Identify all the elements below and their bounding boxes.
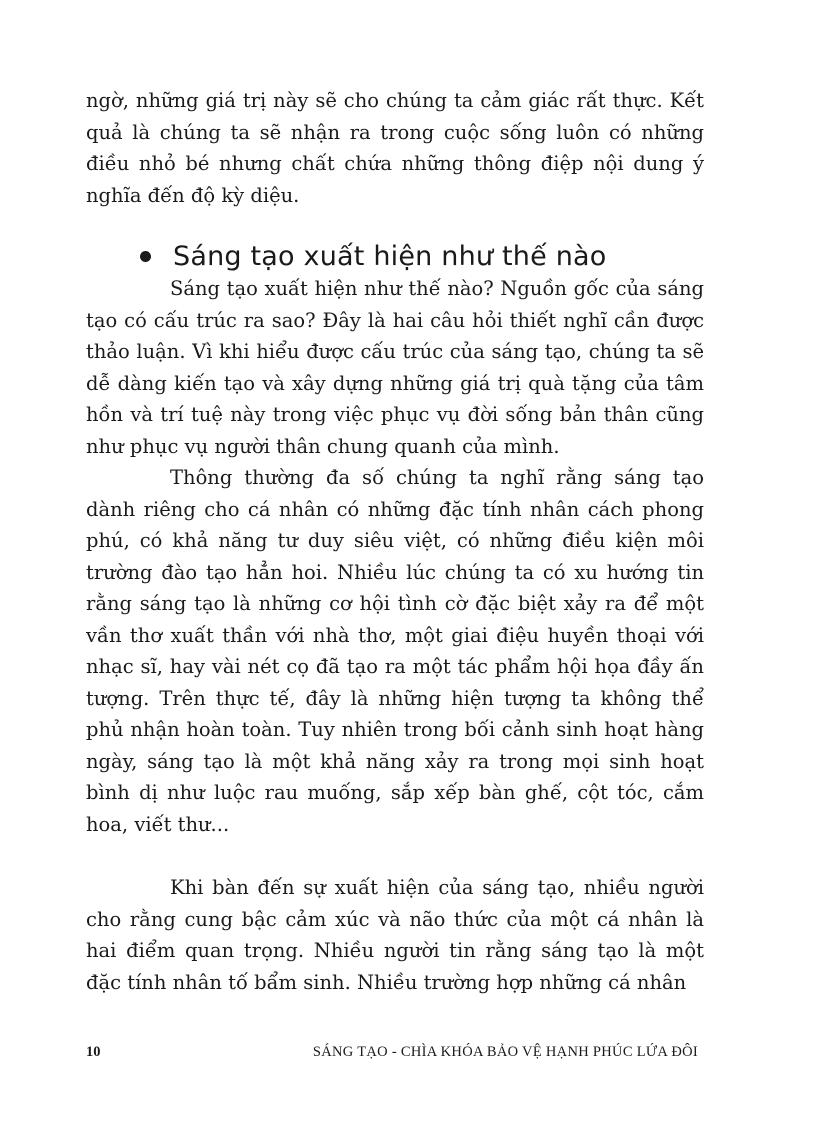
body-paragraph: Thông thường đa số chúng ta nghĩ rằng sáng tạo dành riêng cho cá nhân có những đặc tính nhân cách phong phú, có khả năng tư duy siêu việt, có những điều kiện môi trường đào tạo hẳn hoi. Nhiều lúc chúng ta có xu hướng tin rằng sáng tạo là những cơ hội tình cờ đặc biệt xảy ra để một vần thơ xuất thần với nhà thơ, một giai điệu huyền thoại với nhạc sĩ, hay vài nét cọ đã tạo ra một tác phẩm hội họa đầy ấn tượng. Trên thực tế, đây là những hiện tượng ta không thể phủ nhận hoàn toàn. Tuy nhiên trong bối cảnh sinh hoạt hàng ngày, sáng tạo là một khả năng xảy ra trong mọi sinh hoạt bình dị như luộc rau muống, sắp xếp bàn ghế, cột tóc, cắm hoa, viết thư... [86,466,704,836]
bullet-icon [140,251,151,262]
intro-paragraph [86,85,704,211]
section-heading [140,236,700,276]
section-body [86,273,704,840]
section-heading-text: Sáng tạo xuất hiện như thế nào [173,240,607,272]
body-paragraph: Sáng tạo xuất hiện như thế nào? Nguồn gốc của sáng tạo có cấu trúc ra sao? Đây là hai câu hỏi thiết nghĩ cần được thảo luận. Vì khi hiểu được cấu trúc của sáng tạo, chúng ta sẽ dễ dàng kiến tạo và xây dựng những giá trị quà tặng của tâm hồn và trí tuệ này trong việc phục vụ đời sống bản thân cũng như phục vụ người thân chung quanh của mình. [86,277,704,458]
page-number: 10 [86,1044,101,1060]
intro-text: ngờ, những giá trị này sẽ cho chúng ta cảm giác rất thực. Kết quả là chúng ta sẽ nhận ra trong cuộc sống luôn có những điều nhỏ bé nhưng chất chứa những thông điệp nội dung ý nghĩa đến độ kỳ diệu. [86,89,704,207]
closing-paragraph: Khi bàn đến sự xuất hiện của sáng tạo, nhiều người cho rằng cung bậc cảm xúc và não thức của một cá nhân là hai điểm quan trọng. Nhiều người tin rằng sáng tạo là một đặc tính nhân tố bẩm sinh. Nhiều trường hợp những cá nhân [86,876,704,994]
running-title: SÁNG TẠO - CHÌA KHÓA BẢO VỆ HẠNH PHÚC LỨA ĐÔI [312,1044,698,1060]
closing-block [86,872,704,998]
